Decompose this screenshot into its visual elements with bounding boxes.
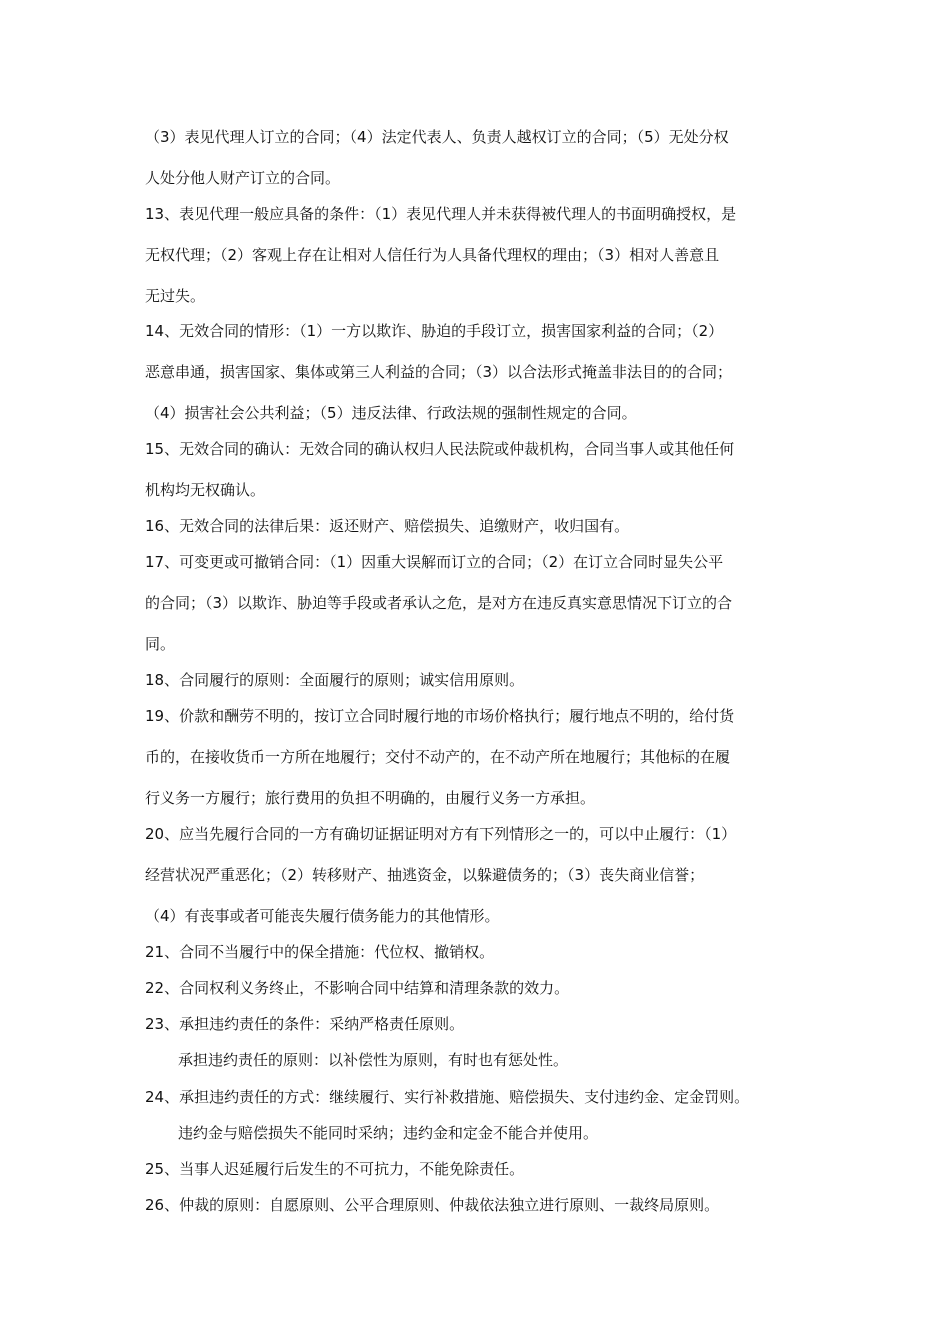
text-line: 23、承担违约责任的条件：采纳严格责任原则。: [145, 1015, 465, 1033]
text-line: 经营状况严重恶化；（2）转移财产、抽逃资金，以躲避债务的；（3）丧失商业信誉；: [145, 866, 705, 884]
text-line: 19、价款和酬劳不明的，按订立合同时履行地的市场价格执行；履行地点不明的，给付货: [145, 707, 735, 725]
text-line: 18、合同履行的原则：全面履行的原则；诚实信用原则。: [145, 671, 525, 689]
text-line: 恶意串通，损害国家、集体或第三人利益的合同；（3）以合法形式掩盖非法目的的合同；: [145, 363, 733, 381]
text-line: 违约金与赔偿损失不能同时采纳；违约金和定金不能合并使用。: [178, 1124, 599, 1142]
text-line: 币的，在接收货币一方所在地履行；交付不动产的，在不动产所在地履行；其他标的在履: [145, 748, 731, 766]
text-line: 17、可变更或可撤销合同：（1）因重大误解而订立的合同；（2）在订立合同时显失公平: [145, 553, 724, 571]
text-line: 行义务一方履行；旅行费用的负担不明确的，由履行义务一方承担。: [145, 789, 596, 807]
text-line: 14、无效合同的情形：（1）一方以欺诈、胁迫的手段订立，损害国家利益的合同；（2）: [145, 322, 724, 340]
text-line: （3）表见代理人订立的合同；（4）法定代表人、负责人越权订立的合同；（5）无处分权: [145, 128, 729, 146]
text-line: 21、合同不当履行中的保全措施：代位权、撤销权。: [145, 943, 495, 961]
text-line: 15、无效合同的确认：无效合同的确认权归人民法院或仲裁机构，合同当事人或其他任何: [145, 440, 735, 458]
text-line: 机构均无权确认。: [145, 481, 266, 499]
text-line: 人处分他人财产订立的合同。: [145, 169, 341, 187]
text-line: （4）损害社会公共利益；（5）违反法律、行政法规的强制性规定的合同。: [145, 404, 637, 422]
text-line: 的合同；（3）以欺诈、胁迫等手段或者承认之危，是对方在违反真实意思情况下订立的合: [145, 594, 733, 612]
text-line: 无过失。: [145, 287, 206, 305]
text-line: 25、当事人迟延履行后发生的不可抗力，不能免除责任。: [145, 1160, 525, 1178]
text-line: （4）有丧事或者可能丧失履行债务能力的其他情形。: [145, 907, 500, 925]
text-line: 承担违约责任的原则：以补偿性为原则，有时也有惩处性。: [178, 1051, 569, 1069]
text-line: 20、应当先履行合同的一方有确切证据证明对方有下列情形之一的，可以中止履行：（1）: [145, 825, 737, 843]
text-line: 16、无效合同的法律后果：返还财产、赔偿损失、追缴财产，收归国有。: [145, 517, 630, 535]
text-line: 13、表见代理一般应具备的条件：（1）表见代理人并未获得被代理人的书面明确授权，是: [145, 205, 737, 223]
text-line: 26、仲裁的原则：自愿原则、公平合理原则、仲裁依法独立进行原则、一裁终局原则。: [145, 1196, 720, 1214]
text-line: 同。: [145, 635, 176, 653]
text-line: 无权代理；（2）客观上存在让相对人信任行为人具备代理权的理由；（3）相对人善意且: [145, 246, 720, 264]
text-line: 22、合同权利义务终止，不影响合同中结算和清理条款的效力。: [145, 979, 570, 997]
text-line: 24、承担违约责任的方式：继续履行、实行补救措施、赔偿损失、支付违约金、定金罚则。: [145, 1088, 750, 1106]
